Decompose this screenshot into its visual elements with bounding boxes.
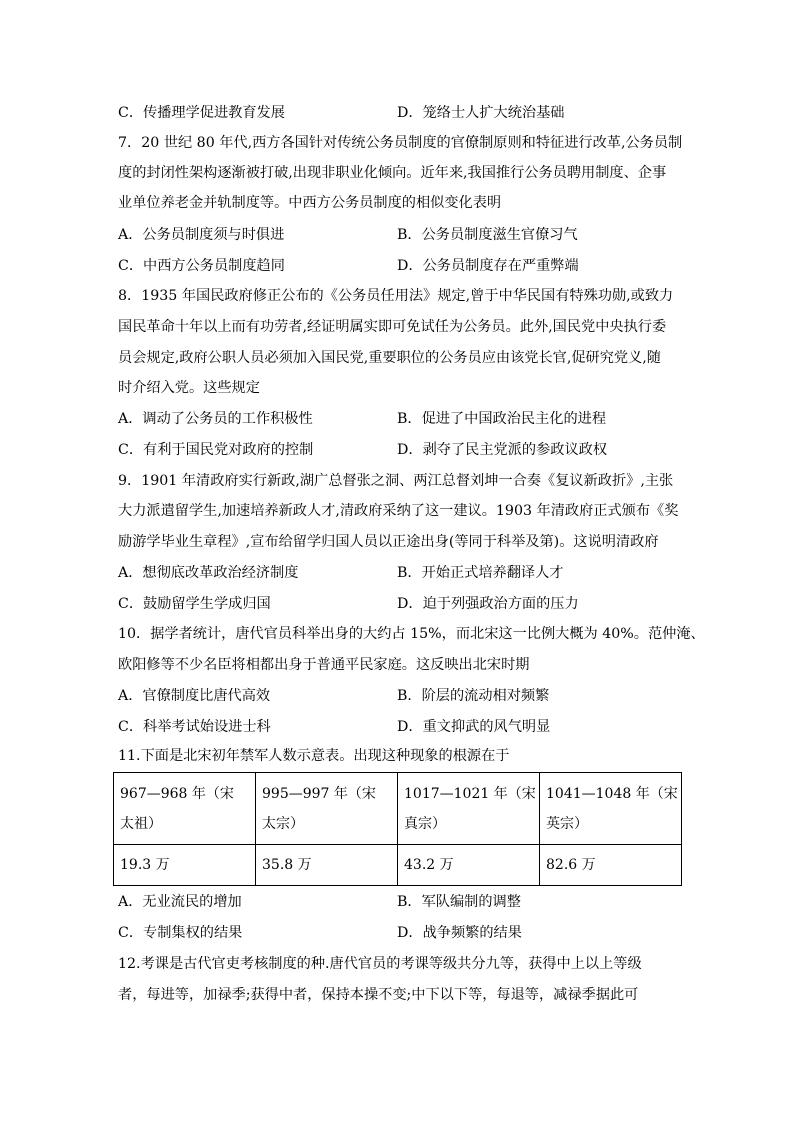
q11-option-d: D．战争频繁的结果 — [397, 925, 522, 941]
troop-count-table — [113, 772, 682, 886]
q10-option-d: D．重文抑武的风气明显 — [397, 719, 551, 735]
q7-option-c: C．中西方公务员制度趋同 — [118, 258, 285, 274]
q8-stem-line-4: 时介绍入党。这些规定 — [118, 380, 260, 396]
table-cell: 82.6 万 — [540, 844, 682, 885]
q9-option-c: C．鼓励留学生学成归国 — [118, 596, 271, 612]
q11-option-b: B．军队编制的调整 — [397, 894, 521, 910]
header-line: 1041—1048 年（宋 — [546, 786, 678, 802]
q8-option-c: C．有利于国民党对政府的控制 — [118, 442, 314, 458]
header-line: 967—968 年（宋 — [120, 786, 234, 802]
header-line: 英宗） — [546, 816, 588, 832]
q10-stem-line-1: 10．据学者统计，唐代官员科举出身的大约占 15%，而北宋这一比例大概为 40%。范仲淹、 — [118, 626, 705, 642]
header-line: 太宗） — [262, 816, 304, 832]
q11-option-c: C．专制集权的结果 — [118, 925, 243, 941]
q8-stem-line-3: 员会规定,政府公职人员必须加入国民党,重要职位的公务员应由该党长官,促研究党义,随 — [118, 350, 661, 366]
q7-option-b: B．公务员制度滋生官僚习气 — [397, 227, 578, 243]
header-line: 1017—1021 年（宋 — [404, 786, 536, 802]
q9-option-b: B．开始正式培养翻译人才 — [397, 565, 564, 581]
table-cell: 35.8 万 — [256, 844, 398, 885]
table-header-cell — [398, 773, 540, 845]
q7-option-d: D．公务员制度存在严重弊端 — [397, 258, 579, 274]
q12-stem-line-2: 者，每进等，加禄季;获得中者，保持本操不变;中下以下等，每退等，减禄季据此可 — [118, 987, 639, 1003]
q9-stem-line-3: 励游学毕业生章程》,宣布给留学归国人员以正途出身(等同于科举及第)。这说明清政府 — [118, 534, 659, 550]
q6-option-d: D．笼络士人扩大统治基础 — [397, 105, 565, 121]
q9-option-a: A．想彻底改革政治经济制度 — [118, 565, 299, 581]
q6-option-c: C．传播理学促进教育发展 — [118, 105, 285, 121]
q11-stem: 11.下面是北宋初年禁军人数示意表。出现这种现象的根源在于 — [118, 748, 510, 764]
q9-stem-line-2: 大力派遣留学生,加速培养新政人才,清政府采纳了这一建议。1903 年清政府正式颁布《奖 — [118, 503, 679, 519]
q7-option-a: A．公务员制度须与时俱进 — [118, 227, 285, 243]
q11-option-a: A．无业流民的增加 — [118, 894, 242, 910]
q8-stem-line-1: 8．1935 年国民政府修正公布的《公务员任用法》规定,曾于中华民国有特殊功勋,或致力 — [118, 288, 674, 304]
q9-stem-line-1: 9．1901 年清政府实行新政,湖广总督张之洞、两江总督刘坤一合奏《复议新政折》,主张 — [118, 473, 674, 489]
q9-option-d: D．迫于列强政治方面的压力 — [397, 596, 579, 612]
q8-option-d: D．剥夺了民主党派的参政议政权 — [397, 442, 608, 458]
q7-stem-line-1: 7．20 世纪 80 年代,西方各国针对传统公务员制度的官僚制原则和特征进行改革,公务员制 — [118, 135, 683, 151]
header-line: 995—997 年（宋 — [262, 786, 376, 802]
header-line: 真宗） — [404, 816, 446, 832]
header-line: 太祖） — [120, 816, 162, 832]
q8-option-b: B．促进了中国政治民主化的进程 — [397, 411, 607, 427]
table-header-row — [114, 773, 682, 845]
table-header-cell — [540, 773, 682, 845]
q10-stem-line-2: 欧阳修等不少名臣将相都出身于普通平民家庭。这反映出北宋时期 — [118, 657, 530, 673]
table-cell: 43.2 万 — [398, 844, 540, 885]
table-header-cell — [114, 773, 256, 845]
q12-stem-line-1: 12.考课是古代官吏考核制度的种.唐代官员的考课等级共分九等，获得中上以上等级 — [118, 956, 642, 972]
q10-option-a: A．官僚制度比唐代高效 — [118, 688, 271, 704]
table-cell: 19.3 万 — [114, 844, 256, 885]
q10-option-b: B．阶层的流动相对频繁 — [397, 688, 550, 704]
table-header-cell — [256, 773, 398, 845]
table-value-row — [114, 844, 682, 885]
q8-stem-line-2: 国民革命十年以上而有功劳者,经证明属实即可免试任为公务员。此外,国民党中央执行委 — [118, 319, 667, 335]
q7-stem-line-3: 业单位养老金并轨制度等。中西方公务员制度的相似变化表明 — [118, 195, 502, 211]
q8-option-a: A．调动了公务员的工作积极性 — [118, 411, 313, 427]
q10-option-c: C．科举考试始设进士科 — [118, 719, 271, 735]
q7-stem-line-2: 度的封闭性架构逐渐被打破,出现非职业化倾向。近年来,我国推行公务员聘用制度、企事 — [118, 165, 667, 181]
